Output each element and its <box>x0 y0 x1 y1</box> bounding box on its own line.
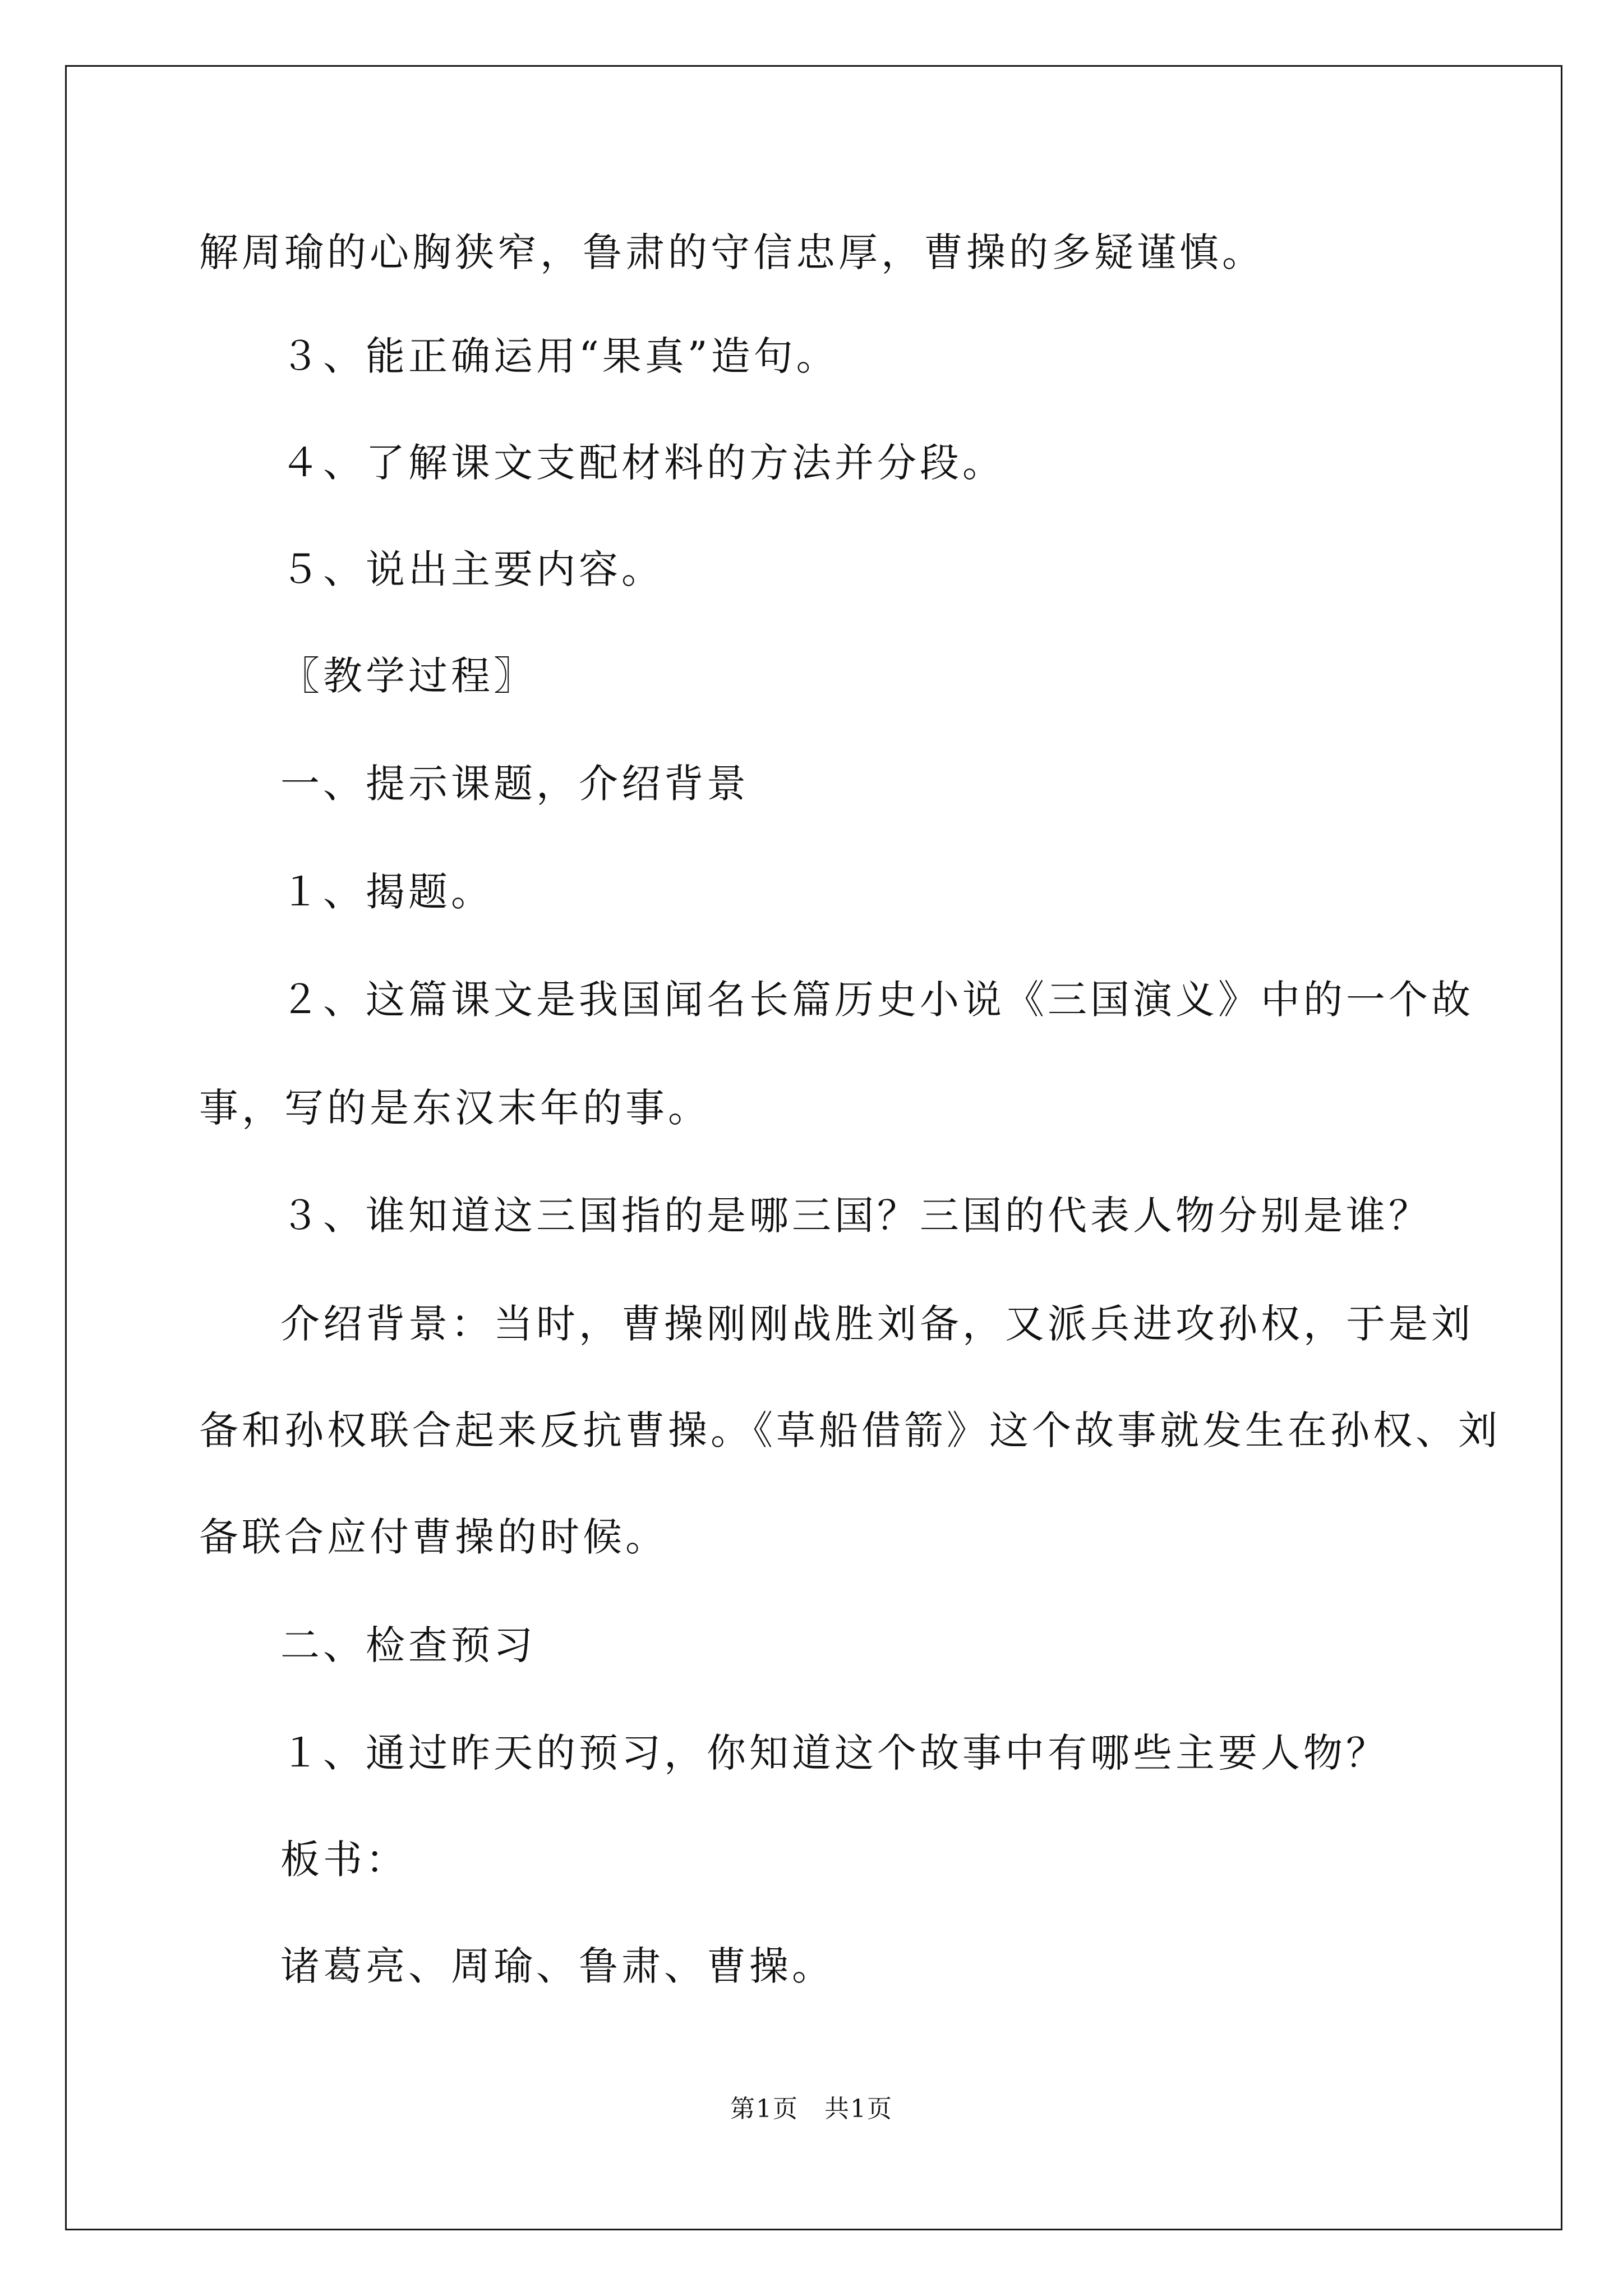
paragraph-line: 板书： <box>280 1837 408 1883</box>
page-border <box>65 65 1562 2230</box>
section-heading: 〖教学过程〗 <box>280 653 536 699</box>
paragraph-line: ４、了解课文支配材料的方法并分段。 <box>280 440 1005 486</box>
paragraph-line: 解周瑜的心胸狭窄，鲁肃的守信忠厚，曹操的多疑谨慎。 <box>199 229 1265 275</box>
section-heading: 一、提示课题，介绍背景 <box>280 761 749 807</box>
page-number: 第1页 共1页 <box>730 2095 893 2123</box>
paragraph-line: 介绍背景：当时，曹操刚刚战胜刘备，又派兵进攻孙权，于是刘 <box>280 1301 1474 1347</box>
paragraph-line: ２、这篇课文是我国闻名长篇历史小说《三国演义》中的一个故 <box>280 977 1474 1023</box>
paragraph-line: ５、说出主要内容。 <box>280 546 664 592</box>
paragraph-line: 备联合应付曹操的时候。 <box>199 1514 668 1560</box>
paragraph-line: ３、谁知道这三国指的是哪三国？三国的代表人物分别是谁？ <box>280 1193 1431 1239</box>
paragraph-line: 事，写的是东汉末年的事。 <box>199 1085 711 1131</box>
paragraph-line: １、揭题。 <box>280 869 494 915</box>
paragraph-line: 诸葛亮、周瑜、鲁肃、曹操。 <box>280 1943 834 1989</box>
paragraph-line: 备和孙权联合起来反抗曹操。《草船借箭》这个故事就发生在孙权、刘 <box>199 1407 1501 1453</box>
section-heading: 二、检查预习 <box>280 1622 536 1668</box>
paragraph-line: ３、能正确运用“果真”造句。 <box>280 333 839 379</box>
paragraph-line: １、通过昨天的预习，你知道这个故事中有哪些主要人物？ <box>280 1730 1389 1776</box>
